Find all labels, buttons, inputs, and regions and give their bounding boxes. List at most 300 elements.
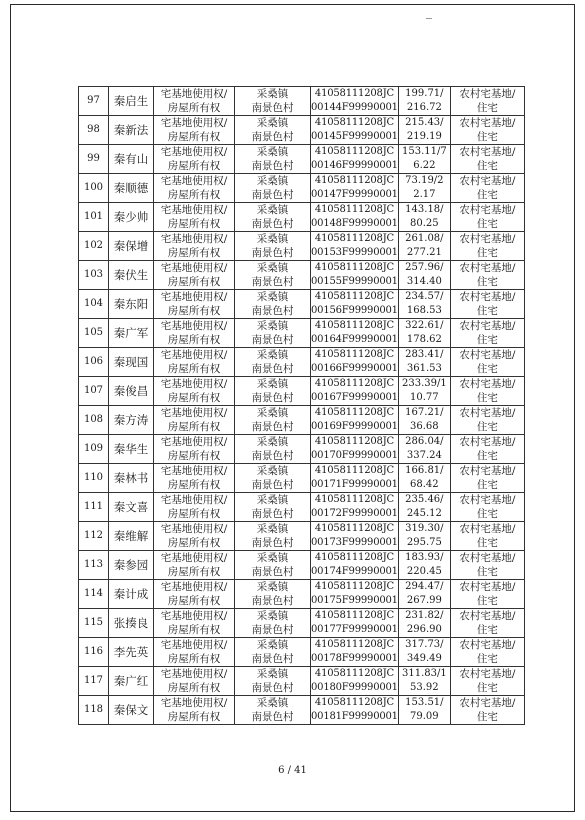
unit-code-line: 41058111208JC [314, 436, 394, 447]
location-cell [235, 696, 311, 725]
owner-name-cell: 秦林书 [109, 464, 154, 493]
owner-name-cell: 秦广红 [109, 667, 154, 696]
right-type-cell [154, 290, 235, 319]
unit-code-cell [311, 580, 399, 609]
area-line: 337.24 [406, 450, 442, 461]
area-cell [398, 377, 450, 406]
right-type-line: 宅基地使用权/ [160, 204, 228, 216]
location-line: 南景色村 [251, 566, 294, 578]
right-type-line: 房屋所有权 [167, 450, 221, 462]
unit-code-line: 41058111208JC [314, 320, 394, 331]
location-line: 南景色村 [251, 450, 294, 462]
location-line: 采桑镇 [256, 639, 289, 651]
area-cell [398, 638, 450, 667]
right-type-line: 宅基地使用权/ [160, 523, 228, 535]
location-line: 南景色村 [251, 682, 294, 694]
right-type-line: 房屋所有权 [167, 392, 221, 404]
location-line: 采桑镇 [256, 117, 289, 129]
location-line: 南景色村 [251, 392, 294, 404]
land-use-line: 住宅 [476, 421, 498, 433]
owner-name-cell: 秦顺德 [109, 174, 154, 203]
location-line: 南景色村 [251, 247, 294, 259]
right-type-line: 房屋所有权 [167, 508, 221, 520]
right-type-line: 房屋所有权 [167, 653, 221, 665]
area-line: 245.12 [406, 508, 442, 519]
owner-name-cell: 秦维解 [109, 522, 154, 551]
location-line: 南景色村 [251, 595, 294, 607]
location-line: 南景色村 [251, 624, 294, 636]
location-cell [235, 493, 311, 522]
right-type-line: 宅基地使用权/ [160, 378, 228, 390]
right-type-line: 房屋所有权 [167, 537, 221, 549]
land-use-cell [450, 638, 524, 667]
scan-mark [426, 18, 432, 19]
owner-name-cell: 张揍良 [109, 609, 154, 638]
right-type-cell [154, 145, 235, 174]
table-row [79, 87, 525, 116]
table-row [79, 174, 525, 203]
unit-code-cell [311, 319, 399, 348]
land-use-line: 农村宅基地/ [459, 117, 516, 129]
area-line: 168.53 [406, 305, 442, 316]
owner-name-cell: 秦保增 [109, 232, 154, 261]
unit-code-line: 41058111208JC [314, 262, 394, 273]
land-use-cell [450, 348, 524, 377]
table-row [79, 261, 525, 290]
right-type-line: 房屋所有权 [167, 479, 221, 491]
unit-code-cell [311, 145, 399, 174]
location-cell [235, 667, 311, 696]
land-use-cell [450, 435, 524, 464]
row-number-cell: 104 [79, 290, 109, 319]
area-line: 261.08/ [405, 233, 444, 244]
location-line: 南景色村 [251, 479, 294, 491]
right-type-line: 房屋所有权 [167, 566, 221, 578]
right-type-cell [154, 406, 235, 435]
unit-code-line: 41058111208JC [314, 117, 394, 128]
land-use-line: 农村宅基地/ [459, 697, 516, 709]
location-line: 采桑镇 [256, 697, 289, 709]
area-cell [398, 696, 450, 725]
unit-code-line: 41058111208JC [314, 610, 394, 621]
row-number-cell: 98 [79, 116, 109, 145]
unit-code-cell [311, 609, 399, 638]
area-line: 296.90 [406, 624, 442, 635]
right-type-cell [154, 464, 235, 493]
owner-name-cell: 秦参园 [109, 551, 154, 580]
land-use-cell [450, 290, 524, 319]
land-use-line: 住宅 [476, 624, 498, 636]
owner-name-cell: 秦伏生 [109, 261, 154, 290]
unit-code-cell [311, 696, 399, 725]
location-cell [235, 435, 311, 464]
right-type-line: 房屋所有权 [167, 247, 221, 259]
right-type-line: 房屋所有权 [167, 160, 221, 172]
owner-name-cell: 秦俊昌 [109, 377, 154, 406]
unit-code-line: 00167F99990001 [311, 392, 398, 403]
right-type-line: 宅基地使用权/ [160, 610, 228, 622]
table-row [79, 580, 525, 609]
unit-code-cell [311, 203, 399, 232]
area-line: 143.18/ [405, 204, 444, 215]
unit-code-line: 41058111208JC [314, 233, 394, 244]
land-use-line: 农村宅基地/ [459, 349, 516, 361]
location-cell [235, 116, 311, 145]
table-row [79, 116, 525, 145]
table-row [79, 203, 525, 232]
table-row [79, 145, 525, 174]
location-cell [235, 145, 311, 174]
right-type-line: 宅基地使用权/ [160, 407, 228, 419]
unit-code-cell [311, 290, 399, 319]
unit-code-line: 00155F99990001 [311, 276, 398, 287]
location-cell [235, 377, 311, 406]
unit-code-line: 00178F99990001 [311, 653, 398, 664]
row-number-cell: 112 [79, 522, 109, 551]
area-line: 257.96/ [405, 262, 444, 273]
unit-code-line: 00173F99990001 [311, 537, 398, 548]
location-cell [235, 406, 311, 435]
location-line: 采桑镇 [256, 552, 289, 564]
area-line: 215.43/ [405, 117, 444, 128]
location-line: 采桑镇 [256, 175, 289, 187]
area-line: 216.72 [406, 102, 442, 113]
location-line: 采桑镇 [256, 320, 289, 332]
land-use-line: 农村宅基地/ [459, 581, 516, 593]
land-use-cell [450, 667, 524, 696]
table-row [79, 290, 525, 319]
land-use-cell [450, 609, 524, 638]
area-cell [398, 145, 450, 174]
location-line: 南景色村 [251, 508, 294, 520]
unit-code-cell [311, 667, 399, 696]
land-use-line: 住宅 [476, 102, 498, 114]
table-row [79, 319, 525, 348]
table-row [79, 551, 525, 580]
area-cell [398, 174, 450, 203]
unit-code-line: 00153F99990001 [311, 247, 398, 258]
row-number-cell: 102 [79, 232, 109, 261]
right-type-line: 房屋所有权 [167, 711, 221, 723]
area-cell [398, 406, 450, 435]
unit-code-line: 41058111208JC [314, 146, 394, 157]
land-use-line: 住宅 [476, 363, 498, 375]
right-type-cell [154, 696, 235, 725]
land-use-line: 住宅 [476, 711, 498, 723]
area-line: 183.93/ [405, 552, 444, 563]
location-cell [235, 319, 311, 348]
location-cell [235, 464, 311, 493]
area-line: 153.11/7 [401, 146, 447, 157]
row-number-cell: 97 [79, 87, 109, 116]
right-type-cell [154, 667, 235, 696]
unit-code-line: 00172F99990001 [311, 508, 398, 519]
area-line: 6.22 [413, 160, 436, 171]
unit-code-line: 41058111208JC [314, 639, 394, 650]
right-type-line: 宅基地使用权/ [160, 639, 228, 651]
unit-code-line: 00180F99990001 [311, 682, 398, 693]
area-cell [398, 319, 450, 348]
unit-code-line: 00181F99990001 [311, 711, 398, 722]
area-line: 167.21/ [405, 407, 444, 418]
row-number-cell: 117 [79, 667, 109, 696]
area-cell [398, 580, 450, 609]
right-type-line: 房屋所有权 [167, 131, 221, 143]
unit-code-cell [311, 435, 399, 464]
right-type-cell [154, 203, 235, 232]
land-use-line: 住宅 [476, 305, 498, 317]
location-line: 采桑镇 [256, 494, 289, 506]
unit-code-cell [311, 638, 399, 667]
land-use-line: 农村宅基地/ [459, 465, 516, 477]
area-cell [398, 348, 450, 377]
right-type-line: 房屋所有权 [167, 218, 221, 230]
row-number-cell: 108 [79, 406, 109, 435]
right-type-cell [154, 638, 235, 667]
location-line: 南景色村 [251, 189, 294, 201]
unit-code-line: 41058111208JC [314, 204, 394, 215]
area-cell [398, 232, 450, 261]
table-row [79, 522, 525, 551]
right-type-cell [154, 232, 235, 261]
area-line: 153.51/ [405, 697, 444, 708]
land-use-cell [450, 377, 524, 406]
row-number-cell: 101 [79, 203, 109, 232]
right-type-line: 房屋所有权 [167, 305, 221, 317]
land-use-line: 农村宅基地/ [459, 407, 516, 419]
land-use-line: 住宅 [476, 160, 498, 172]
unit-code-line: 00146F99990001 [311, 160, 398, 171]
right-type-line: 宅基地使用权/ [160, 117, 228, 129]
area-line: 231.82/ [405, 610, 444, 621]
location-line: 南景色村 [251, 334, 294, 346]
unit-code-line: 00174F99990001 [311, 566, 398, 577]
unit-code-line: 00171F99990001 [311, 479, 398, 490]
land-use-line: 住宅 [476, 334, 498, 346]
right-type-line: 宅基地使用权/ [160, 291, 228, 303]
unit-code-line: 41058111208JC [314, 465, 394, 476]
land-use-line: 住宅 [476, 450, 498, 462]
registration-table [78, 86, 525, 725]
area-line: 235.46/ [405, 494, 444, 505]
location-line: 采桑镇 [256, 436, 289, 448]
unit-code-cell [311, 348, 399, 377]
right-type-cell [154, 609, 235, 638]
area-line: 267.99 [406, 595, 442, 606]
location-line: 采桑镇 [256, 668, 289, 680]
row-number-cell: 103 [79, 261, 109, 290]
unit-code-cell [311, 87, 399, 116]
land-use-cell [450, 493, 524, 522]
unit-code-line: 00169F99990001 [311, 421, 398, 432]
area-line: 178.62 [406, 334, 442, 345]
right-type-line: 房屋所有权 [167, 102, 221, 114]
location-line: 采桑镇 [256, 523, 289, 535]
row-number-cell: 115 [79, 609, 109, 638]
location-line: 南景色村 [251, 363, 294, 375]
location-line: 采桑镇 [256, 581, 289, 593]
right-type-cell [154, 522, 235, 551]
row-number-cell: 99 [79, 145, 109, 174]
unit-code-cell [311, 522, 399, 551]
location-line: 采桑镇 [256, 465, 289, 477]
table-row [79, 464, 525, 493]
area-line: 80.25 [410, 218, 439, 229]
right-type-line: 宅基地使用权/ [160, 320, 228, 332]
location-line: 采桑镇 [256, 349, 289, 361]
right-type-cell [154, 261, 235, 290]
area-line: 53.92 [410, 682, 439, 693]
owner-name-cell: 秦启生 [109, 87, 154, 116]
area-cell [398, 290, 450, 319]
row-number-cell: 105 [79, 319, 109, 348]
land-use-line: 住宅 [476, 247, 498, 259]
area-cell [398, 551, 450, 580]
right-type-cell [154, 116, 235, 145]
row-number-cell: 118 [79, 696, 109, 725]
land-use-line: 住宅 [476, 682, 498, 694]
unit-code-line: 00177F99990001 [311, 624, 398, 635]
unit-code-line: 00170F99990001 [311, 450, 398, 461]
right-type-line: 宅基地使用权/ [160, 581, 228, 593]
row-number-cell: 106 [79, 348, 109, 377]
area-line: 295.75 [406, 537, 442, 548]
land-use-line: 农村宅基地/ [459, 552, 516, 564]
page-number: 6 / 41 [278, 765, 307, 776]
registration-table-body [79, 87, 525, 725]
area-cell [398, 87, 450, 116]
table-row [79, 232, 525, 261]
land-use-line: 农村宅基地/ [459, 436, 516, 448]
land-use-line: 农村宅基地/ [459, 320, 516, 332]
right-type-cell [154, 348, 235, 377]
owner-name-cell: 秦华生 [109, 435, 154, 464]
owner-name-cell: 秦文喜 [109, 493, 154, 522]
location-cell [235, 87, 311, 116]
area-line: 322.61/ [405, 320, 444, 331]
unit-code-line: 00144F99990001 [311, 102, 398, 113]
location-line: 南景色村 [251, 305, 294, 317]
right-type-line: 宅基地使用权/ [160, 668, 228, 680]
land-use-line: 农村宅基地/ [459, 88, 516, 100]
location-line: 南景色村 [251, 218, 294, 230]
table-row [79, 435, 525, 464]
land-use-line: 农村宅基地/ [459, 610, 516, 622]
unit-code-line: 00175F99990001 [311, 595, 398, 606]
area-cell [398, 116, 450, 145]
owner-name-cell: 秦新法 [109, 116, 154, 145]
right-type-cell [154, 551, 235, 580]
area-line: 319.30/ [405, 523, 444, 534]
land-use-line: 农村宅基地/ [459, 494, 516, 506]
right-type-line: 宅基地使用权/ [160, 465, 228, 477]
location-cell [235, 290, 311, 319]
location-line: 采桑镇 [256, 88, 289, 100]
unit-code-cell [311, 493, 399, 522]
unit-code-cell [311, 261, 399, 290]
land-use-cell [450, 174, 524, 203]
row-number-cell: 107 [79, 377, 109, 406]
location-cell [235, 203, 311, 232]
owner-name-cell: 秦方涛 [109, 406, 154, 435]
owner-name-cell: 秦广军 [109, 319, 154, 348]
right-type-line: 房屋所有权 [167, 189, 221, 201]
area-cell [398, 609, 450, 638]
land-use-line: 农村宅基地/ [459, 262, 516, 274]
land-use-cell [450, 145, 524, 174]
table-row [79, 696, 525, 725]
right-type-line: 宅基地使用权/ [160, 349, 228, 361]
right-type-cell [154, 87, 235, 116]
owner-name-cell: 秦保文 [109, 696, 154, 725]
unit-code-line: 41058111208JC [314, 523, 394, 534]
unit-code-line: 41058111208JC [314, 175, 394, 186]
right-type-line: 宅基地使用权/ [160, 233, 228, 245]
area-line: 349.49 [406, 653, 442, 664]
land-use-line: 农村宅基地/ [459, 378, 516, 390]
row-number-cell: 113 [79, 551, 109, 580]
land-use-line: 农村宅基地/ [459, 233, 516, 245]
location-line: 南景色村 [251, 102, 294, 114]
land-use-line: 住宅 [476, 189, 498, 201]
area-cell [398, 464, 450, 493]
location-line: 南景色村 [251, 421, 294, 433]
unit-code-line: 00164F99990001 [311, 334, 398, 345]
right-type-cell [154, 435, 235, 464]
right-type-line: 房屋所有权 [167, 421, 221, 433]
unit-code-cell [311, 406, 399, 435]
table-row [79, 348, 525, 377]
land-use-line: 住宅 [476, 276, 498, 288]
right-type-line: 宅基地使用权/ [160, 146, 228, 158]
row-number-cell: 110 [79, 464, 109, 493]
land-use-line: 农村宅基地/ [459, 204, 516, 216]
location-cell [235, 638, 311, 667]
right-type-line: 房屋所有权 [167, 276, 221, 288]
location-cell [235, 609, 311, 638]
land-use-line: 农村宅基地/ [459, 668, 516, 680]
land-use-line: 住宅 [476, 218, 498, 230]
row-number-cell: 109 [79, 435, 109, 464]
land-use-cell [450, 464, 524, 493]
location-line: 南景色村 [251, 537, 294, 549]
area-line: 283.41/ [405, 349, 444, 360]
land-use-line: 住宅 [476, 537, 498, 549]
unit-code-line: 00156F99990001 [311, 305, 398, 316]
land-use-line: 农村宅基地/ [459, 146, 516, 158]
area-line: 68.42 [410, 479, 439, 490]
location-line: 采桑镇 [256, 407, 289, 419]
land-use-cell [450, 87, 524, 116]
unit-code-cell [311, 377, 399, 406]
land-use-line: 住宅 [476, 566, 498, 578]
land-use-cell [450, 551, 524, 580]
area-line: 220.45 [406, 566, 442, 577]
right-type-cell [154, 493, 235, 522]
location-line: 采桑镇 [256, 262, 289, 274]
location-cell [235, 232, 311, 261]
land-use-cell [450, 522, 524, 551]
area-line: 73.19/2 [405, 175, 444, 186]
location-cell [235, 551, 311, 580]
unit-code-line: 41058111208JC [314, 697, 394, 708]
land-use-cell [450, 406, 524, 435]
unit-code-line: 41058111208JC [314, 407, 394, 418]
owner-name-cell: 李先英 [109, 638, 154, 667]
right-type-line: 宅基地使用权/ [160, 552, 228, 564]
owner-name-cell: 秦东阳 [109, 290, 154, 319]
location-line: 采桑镇 [256, 610, 289, 622]
